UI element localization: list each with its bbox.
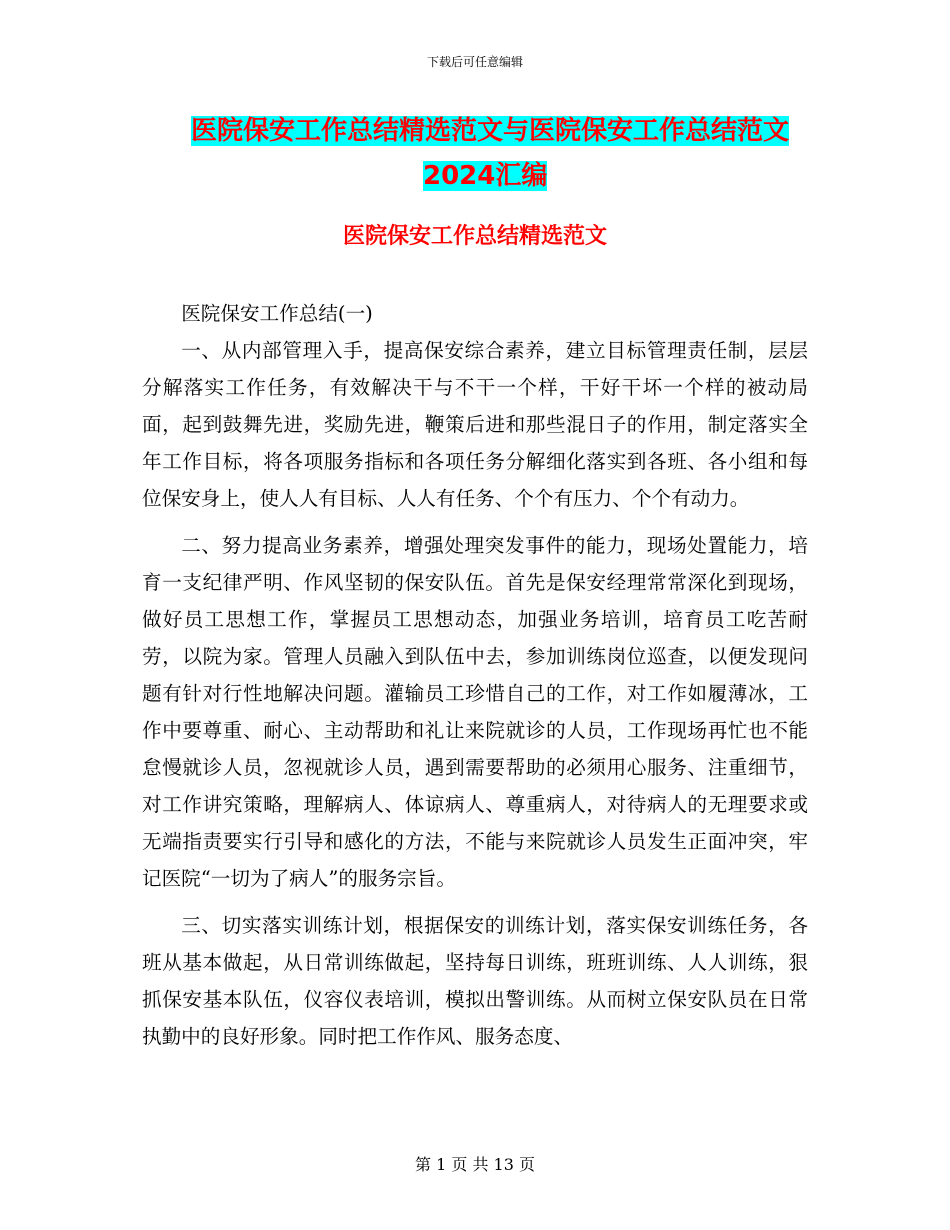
section-title: 医院保安工作总结精选范文 (342, 224, 607, 249)
paragraph: 一、从内部管理入手，提高保安综合素养，建立目标管理责任制，层层分解落实工作任务，有效解决干与不干一个样，干好干坏一个样的被动局面，起到鼓舞先进，奖励先进，鞭策后进和那些混日子的作用，制定落实全年工作目标，将各项服务指标和各项任务分解细化落实到各班、各小组和每位保安身上，使人人有目标、人人有任务、个个有压力、个个有动力。 (142, 339, 808, 510)
document-title-line-2 (423, 156, 547, 196)
paragraph: 二、努力提高业务素养，增强处理突发事件的能力，现场处置能力，培育一支纪律严明、作风坚韧的保安队伍。首先是保安经理常常深化到现场，做好员工思想工作，掌握员工思想动态，加强业务培训，培育员工吃苦耐劳，以院为家。管理人员融入到队伍中去，参加训练岗位巡查，以便发现问题有针对行性地解决问题。灌输员工珍惜自己的工作，对工作如履薄冰，工作中要尊重、耐心、主动帮助和礼让来院就诊的人员，工作现场再忙也不能怠慢就诊人员，忽视就诊人员，遇到需要帮助的必须用心服务、注重细节，对工作讲究策略，理解病人、体谅病人、尊重病人，对待病人的无理要求或无端指责要实行引导和感化的方法，不能与来院就诊人员发生正面冲突，牢记医院“一切为了病人”的服务宗旨。 (142, 534, 808, 890)
paragraph: 三、切实落实训练计划，根据保安的训练计划，落实保安训练任务，各班从基本做起，从日常训练做起，坚持每日训练，班班训练、人人训练，狠抓保安基本队伍，仪容仪表培训，模拟出警训练。从而树立保安队员在日常执勤中的良好形象。同时把工作作风、服务态度、 (142, 914, 808, 1048)
page-header-note: 下载后可任意编辑 (426, 55, 523, 69)
title-highlight-1: 医院保安工作总结精选范文与医院保安工作总结范文 (191, 116, 790, 146)
paragraph-heading: 医院保安工作总结(一) (181, 302, 373, 325)
document-title-line-1 (191, 111, 789, 151)
page-number: 第 1 页 共 13 页 (415, 1155, 535, 1174)
body-text (142, 295, 808, 1055)
title-highlight-2: 2024汇编 (423, 161, 548, 191)
